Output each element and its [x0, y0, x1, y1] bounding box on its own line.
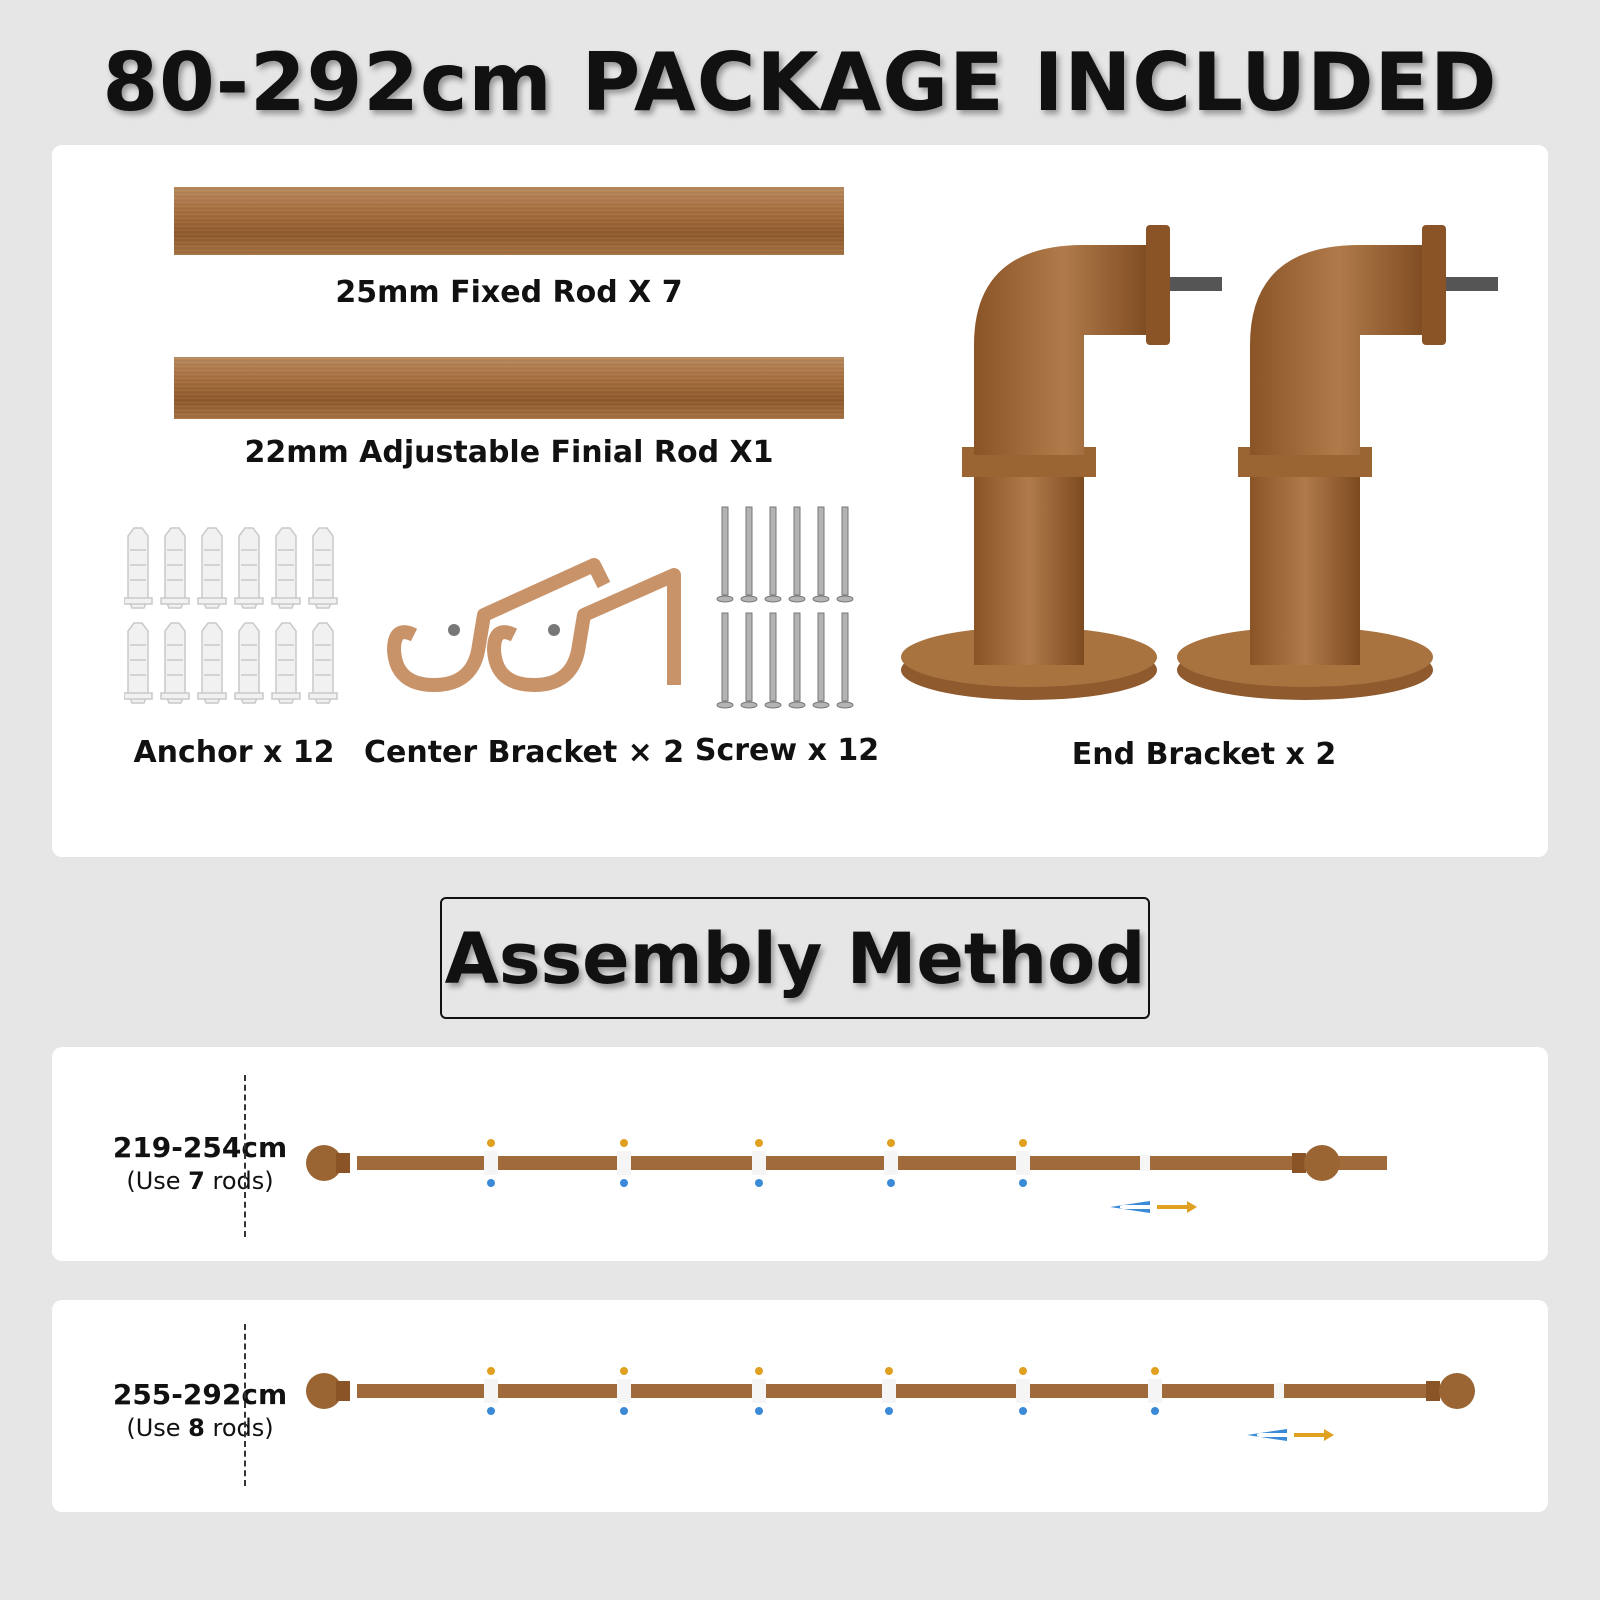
rod-diagram-7	[302, 1137, 1452, 1217]
assembly-row-8-rods	[52, 1300, 1548, 1512]
assembly-row-7-rods	[52, 1047, 1548, 1261]
end-bracket-image	[894, 225, 1514, 715]
fixed-rod-label: 25mm Fixed Rod X 7	[335, 275, 683, 310]
finial-rod-image	[174, 357, 844, 419]
screw-label: Screw x 12	[694, 733, 880, 768]
finial-rod-label: 22mm Adjustable Finial Rod X1	[244, 435, 774, 470]
assembly-method-box	[440, 897, 1150, 1019]
screw-image	[712, 505, 872, 720]
page-title: 80-292cm PACKAGE INCLUDED	[102, 36, 1498, 129]
row-range: 255-292cm	[112, 1378, 288, 1411]
rod-diagram-8	[302, 1365, 1552, 1445]
anchor-image	[124, 520, 354, 715]
center-bracket-image	[374, 545, 694, 715]
end-bracket-label: End Bracket x 2	[1071, 737, 1337, 772]
divider	[244, 1075, 246, 1237]
anchor-label: Anchor x 12	[133, 735, 335, 770]
package-panel	[52, 145, 1548, 857]
fixed-rod-image	[174, 187, 844, 255]
row-use-count: (Use 8 rods)	[126, 1414, 274, 1442]
assembly-method-title: Assembly Method	[444, 918, 1146, 1000]
divider	[244, 1324, 246, 1486]
center-bracket-label: Center Bracket × 2	[364, 735, 685, 770]
row-use-count: (Use 7 rods)	[126, 1167, 274, 1195]
row-range: 219-254cm	[112, 1131, 288, 1164]
